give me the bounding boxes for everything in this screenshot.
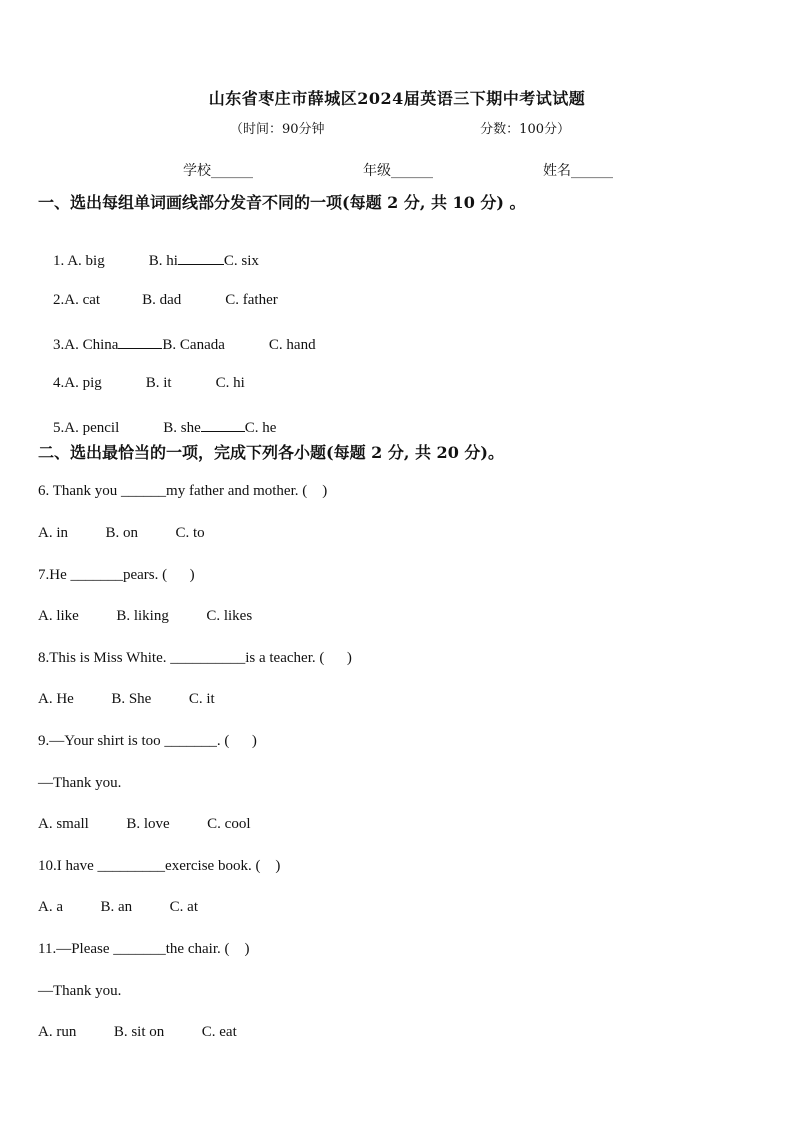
option-b: B. it bbox=[145, 375, 172, 391]
school-field: 学校______ bbox=[183, 163, 253, 179]
question-number: 3. bbox=[53, 337, 65, 353]
exam-title: 山东省枣庄市薛城区2024届英语三下期中考试试题 bbox=[208, 89, 586, 108]
question-9-options: A. small B. love C. cool bbox=[38, 816, 251, 832]
option-c: C. hi bbox=[215, 375, 245, 391]
underline bbox=[178, 250, 224, 265]
grade-field: 年级______ bbox=[363, 163, 433, 179]
underline bbox=[201, 417, 245, 432]
question-11-stem: 11.—Please _______the chair. ( ) bbox=[38, 941, 250, 957]
option-a: A. big bbox=[67, 253, 105, 269]
option-c: C. father bbox=[225, 292, 278, 308]
option-b: B. she bbox=[163, 420, 201, 436]
section-2-heading: 二、选出最恰当的一项，完成下列各小题(每题 2 分, 共 20 分)。 bbox=[38, 443, 504, 462]
name-field: 姓名______ bbox=[543, 163, 613, 179]
underline bbox=[118, 334, 162, 349]
question-10-stem: 10.I have _________exercise book. ( ) bbox=[38, 858, 281, 874]
question-number: 1. bbox=[53, 253, 68, 269]
exam-time: （时间：90分钟 bbox=[230, 122, 325, 137]
question-7-options: A. like B. liking C. likes bbox=[38, 608, 253, 624]
option-c: C. hand bbox=[268, 337, 316, 353]
option-b: B. Canada bbox=[162, 337, 225, 353]
question-9-reply: —Thank you. bbox=[38, 775, 122, 791]
option-a: A. China bbox=[64, 337, 119, 353]
question-number: 5. bbox=[53, 420, 65, 436]
question-6-stem: 6. Thank you ______my father and mother. ( ) bbox=[38, 483, 328, 499]
option-b: B. hi bbox=[148, 253, 178, 269]
student-info bbox=[183, 160, 613, 180]
option-b: B. dad bbox=[142, 292, 182, 308]
question-7-stem: 7.He _______pears. ( ) bbox=[38, 567, 195, 583]
question-11-options: A. run B. sit on C. eat bbox=[38, 1024, 237, 1040]
question-11-reply: —Thank you. bbox=[38, 983, 122, 999]
exam-subtitle bbox=[230, 118, 570, 137]
option-a: A. pig bbox=[64, 375, 102, 391]
option-c: C. six bbox=[223, 253, 259, 269]
question-number: 4. bbox=[53, 375, 65, 391]
section-1-heading: 一、选出每组单词画线部分发音不同的一项(每题 2 分, 共 10 分) 。 bbox=[38, 193, 526, 212]
question-8-options: A. He B. She C. it bbox=[38, 691, 215, 707]
option-a: A. cat bbox=[64, 292, 101, 308]
option-a: A. pencil bbox=[64, 420, 120, 436]
question-10-options: A. a B. an C. at bbox=[38, 899, 198, 915]
option-c: C. he bbox=[244, 420, 277, 436]
question-8-stem: 8.This is Miss White. __________is a teacher. ( ) bbox=[38, 650, 352, 666]
question-6-options: A. in B. on C. to bbox=[38, 525, 205, 541]
question-number: 2. bbox=[53, 292, 65, 308]
question-9-stem: 9.—Your shirt is too _______. ( ) bbox=[38, 733, 257, 749]
exam-score: 分数：100分） bbox=[480, 122, 570, 137]
